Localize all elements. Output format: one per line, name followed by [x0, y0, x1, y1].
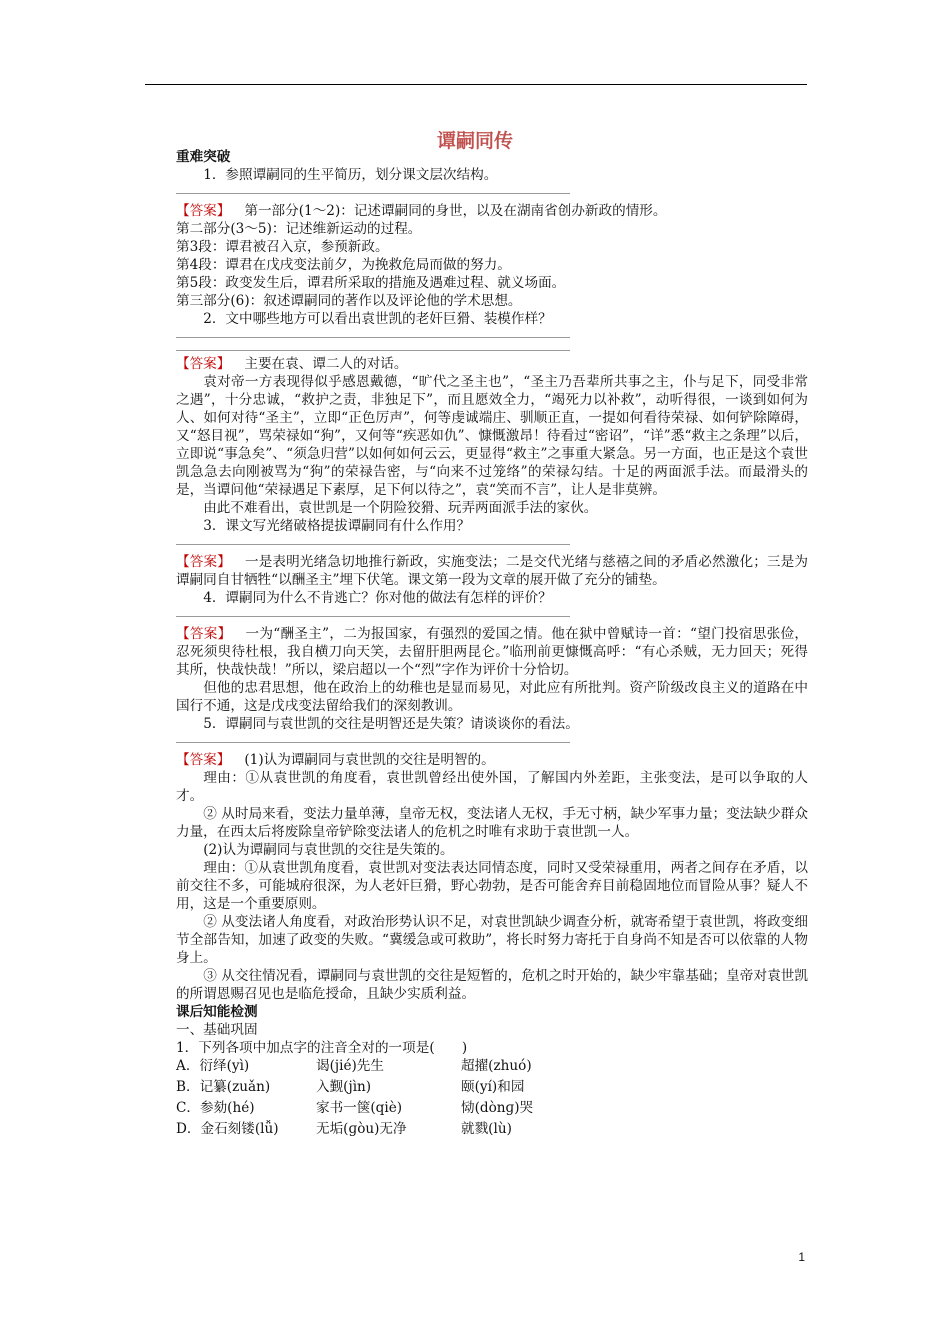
answer-1-line: 第二部分(3～5)：记述维新运动的过程。: [176, 221, 422, 237]
header-rule: [145, 84, 807, 85]
answer-5: 【答案】 (1)认为谭嗣同与袁世凯的交往是明智的。: [176, 752, 495, 768]
answer-label: 【答案】: [176, 554, 231, 570]
page-title: 谭嗣同传: [436, 130, 513, 152]
section-heading: 重难突破: [176, 149, 231, 165]
answer-3: 【答案】 一是表明光绪急切地推行新政，实施变法；二是交代光绪与慈禧之间的矛盾必然激化；三是为谭嗣同自甘牺牲“以酬圣主”埋下伏笔。课文第一段为文章的展开做了充分的铺垫。: [176, 554, 809, 588]
answer-blank: [176, 733, 570, 743]
answer-4-para: 但他的忠君思想，他在政治上的幼稚也是显而易见，对此应有所批判。资产阶级改良主义的道路在中国行不通，这是戊戌变法留给我们的深刻教训。: [176, 680, 808, 714]
answer-1-line: 第三部分(6)：叙述谭嗣同的著作以及评论他的学术思想。: [176, 293, 522, 309]
mcq-option-b: B．记纂(zuǎn) 入觐(jìn) 颐(yí)和园: [176, 1079, 525, 1095]
answer-1-line: 第4段：谭君在戊戌变法前夕，为挽救危局而做的努力。: [176, 257, 511, 273]
answer-5-para: ② 从变法诸人角度看，对政治形势认识不足，对袁世凯缺少调查分析，就寄希望于袁世凯，将政变细节全部告知，加速了政变的失败。“冀缓急或可救助”，将长时努力寄托于自身尚不知是否可以依靠的人物身上。: [176, 914, 808, 966]
answer-2-para: 由此不难看出，袁世凯是一个阴险狡猾、玩弄两面派手法的家伙。: [203, 500, 598, 516]
answer-5-para: ② 从时局来看，变法力量单薄，皇帝无权，变法诸人无权，手无寸柄，缺少军事力量；变法缺少群众力量，在西太后将废除皇帝铲除变法诸人的危机之时唯有求助于袁世凯一人。: [176, 806, 808, 840]
answer-5-para: (2)认为谭嗣同与袁世凯的交往是失策的。: [203, 842, 454, 858]
question-3: 3．课文写光绪破格提拔谭嗣同有什么作用？: [203, 518, 471, 534]
question-5: 5．谭嗣同与袁世凯的交往是明智还是失策？请谈谈你的看法。: [203, 716, 579, 732]
page-number: 1: [798, 1250, 805, 1264]
answer-label: 【答案】: [176, 752, 231, 768]
mcq-option-d: D．金石刻镂(lǚ) 无垢(ɡòu)无净 就戮(lù): [176, 1121, 512, 1137]
answer-blank: [176, 535, 570, 545]
answer-blank: [176, 346, 570, 351]
answer-5-para: 理由：①从袁世凯角度看，袁世凯对变法表达同情态度，同时又受荣禄重用，两者之间存在矛盾，以前交往不多，可能城府很深，为人老奸巨猾，野心勃勃，是否可能舍弃目前稳固地位而冒险从事？疑人不用，这是一个重要原则。: [176, 860, 808, 912]
question-4: 4．谭嗣同为什么不肯逃亡？你对他的做法有怎样的评价？: [203, 590, 552, 606]
answer-2-para: 袁对帝一方表现得似乎感恩戴德，“旷代之圣主也”，“圣主乃吾辈所共事之主，仆与足下，同受非常之遇”，十分忠诚，“救护之责，非独足下”，而且愿效全力，“竭死力以补救”，动听得很，一谈到如何为人、如何对待“圣主”，立即“正色厉声”，何等虔诚端庄、驯顺正直，一提如何看待荣禄、如何铲除障碍，又“怒目视”，骂荣禄如“狗”，又何等“疾恶如仇”、慷慨激昂！待看过“密诏”，“详”悉“救主之条理”以后，立即说“事急矣”、“须急归营”以如何如何云云，更显得“救主”之事重大紧急。另一方面，也正是这个袁世凯急急去向刚被骂为“狗”的荣禄告密，与“向来不过笼络”的荣禄勾结。十足的两面派手法。而最滑头的是，当谭问他“荣禄遇足下素厚，足下何以待之”，袁“笑而不言”，让人是非莫辨。: [176, 374, 808, 498]
answer-2: 【答案】 主要在袁、谭二人的对话。: [176, 356, 408, 372]
subsection-heading: 一、基础巩固: [176, 1022, 258, 1038]
answer-5-para: ③ 从交往情况看，谭嗣同与袁世凯的交往是短暂的，危机之时开始的，缺少牢靠基础；皇帝对袁世凯的所谓恩赐召见也是临危授命，且缺少实质利益。: [176, 968, 808, 1002]
answer-blank: [176, 184, 570, 194]
section-heading: 课后知能检测: [176, 1004, 258, 1020]
mcq-option-c: C．参劾(hé) 家书一箧(qiè) 恸(dònɡ)哭: [176, 1100, 534, 1116]
answer-1-line: 第5段：政变发生后，谭君所采取的措施及遇难过程、就义场面。: [176, 275, 566, 291]
question-1: 1．参照谭嗣同的生平简历，划分课文层次结构。: [203, 167, 498, 183]
answer-label: 【答案】: [176, 203, 231, 219]
answer-label: 【答案】: [176, 626, 232, 642]
mcq-stem: 1．下列各项中加点字的注音全对的一项是( ): [176, 1040, 468, 1056]
answer-5-para: 理由：①从袁世凯的角度看，袁世凯曾经出使外国，了解国内外差距，主张变法，是可以争取的人才。: [176, 770, 808, 804]
answer-blank: [176, 607, 570, 617]
answer-label: 【答案】: [176, 356, 231, 372]
answer-4: 【答案】 一为“酬圣主”，二为报国家，有强烈的爱国之情。他在狱中曾赋诗一首：“望门投宿思张俭，忍死须臾待杜根，我自横刀向天笑，去留肝胆两昆仑。”临刑前更慷慨高呼：“有心杀贼，无力回天；死得其所，快哉快哉！”所以，梁启超以一个“烈”字作为评价十分恰切。: [176, 626, 808, 678]
answer-blank: [176, 328, 570, 338]
answer-1-line: 第3段：谭君被召入京，参预新政。: [176, 239, 389, 255]
mcq-option-a: A．衍绎(yì) 谒(jié)先生 超擢(zhuó): [176, 1058, 532, 1074]
answer-1: 【答案】 第一部分(1～2)：记述谭嗣同的身世，以及在湖南省创办新政的情形。: [176, 203, 667, 219]
question-2: 2．文中哪些地方可以看出袁世凯的老奸巨猾、装模作样？: [203, 311, 552, 327]
document-body: [176, 148, 808, 1138]
